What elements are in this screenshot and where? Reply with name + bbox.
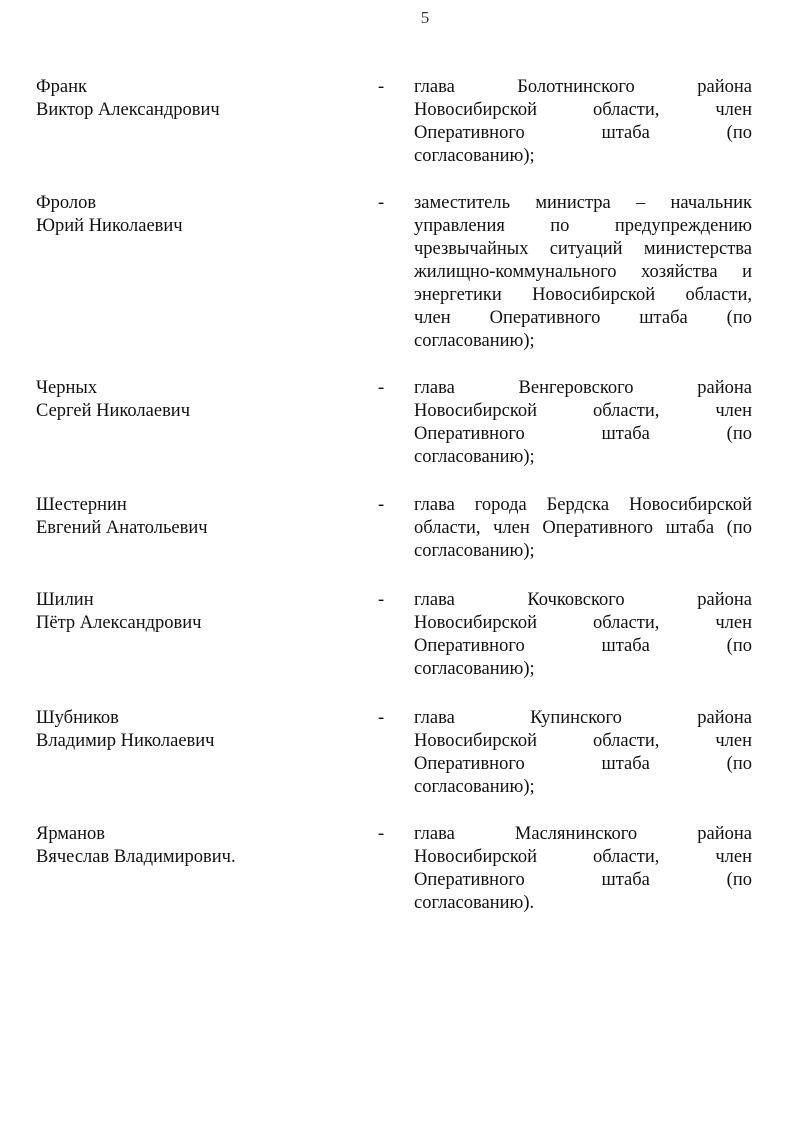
member-role [414,76,752,168]
role-line: глава Болотнинского района [414,77,752,97]
member-given-names: Владимир Николаевич [36,731,215,751]
separator-dash: - [378,590,385,610]
role-line: согласованию); [414,659,535,679]
member-role [414,192,752,353]
page-number: 5 [420,8,430,27]
member-surname: Черных [36,378,98,398]
role-line: Новосибирской области, член [414,847,752,867]
role-line: глава города Бердска Новосибирской [414,495,752,515]
member-name [36,823,366,869]
role-line: Оперативного штаба (по [414,123,752,143]
role-line: энергетики Новосибирской области, [414,285,752,305]
member-given-names: Юрий Николаевич [36,216,183,236]
member-given-names: Сергей Николаевич [36,401,191,421]
member-given-names: Вячеслав Владимирович. [36,847,236,867]
role-line: чрезвычайных ситуаций министерства [414,239,752,259]
member-surname: Шилин [36,590,94,610]
role-line: Оперативного штаба (по [414,636,752,656]
member-role [414,589,752,681]
role-line: глава Венгеровского района [414,378,752,398]
member-surname: Шубников [36,708,119,728]
role-line: Оперативного штаба (по [414,424,752,444]
separator-dash: - [378,495,385,515]
role-line: управления по предупреждению [414,216,752,236]
role-line: согласованию); [414,777,535,797]
separator-dash: - [378,824,385,844]
role-line: Новосибирской области, член [414,100,752,120]
member-name [36,707,366,753]
separator-dash: - [378,708,385,728]
member-name [36,192,366,238]
role-line: согласованию). [414,893,535,913]
member-name [36,76,366,122]
role-line: Новосибирской области, член [414,401,752,421]
role-line: Новосибирской области, член [414,731,752,751]
member-given-names: Виктор Александрович [36,100,220,120]
member-role [414,823,752,915]
role-line: Оперативного штаба (по [414,754,752,774]
role-line: заместитель министра – начальник [414,193,752,213]
role-line: согласованию); [414,146,535,166]
member-surname: Ярманов [36,824,105,844]
role-line: области, член Оперативного штаба (по [414,518,752,538]
role-line: глава Маслянинского района [414,824,752,844]
member-surname: Франк [36,77,87,97]
member-role [414,494,752,563]
role-line: согласованию); [414,541,535,561]
role-line: глава Кочковского района [414,590,752,610]
role-line: согласованию); [414,331,535,351]
role-line: согласованию); [414,447,535,467]
separator-dash: - [378,193,385,213]
role-line: жилищно-коммунального хозяйства и [414,262,752,282]
member-given-names: Евгений Анатольевич [36,518,208,538]
member-given-names: Пётр Александрович [36,613,202,633]
role-line: Оперативного штаба (по [414,870,752,890]
member-surname: Шестернин [36,495,127,515]
member-name [36,494,366,540]
member-name [36,377,366,423]
member-role [414,377,752,469]
member-role [414,707,752,799]
member-surname: Фролов [36,193,97,213]
role-line: глава Купинского района [414,708,752,728]
separator-dash: - [378,77,385,97]
role-line: Новосибирской области, член [414,613,752,633]
member-name [36,589,366,635]
separator-dash: - [378,378,385,398]
role-line: член Оперативного штаба (по [414,308,752,328]
